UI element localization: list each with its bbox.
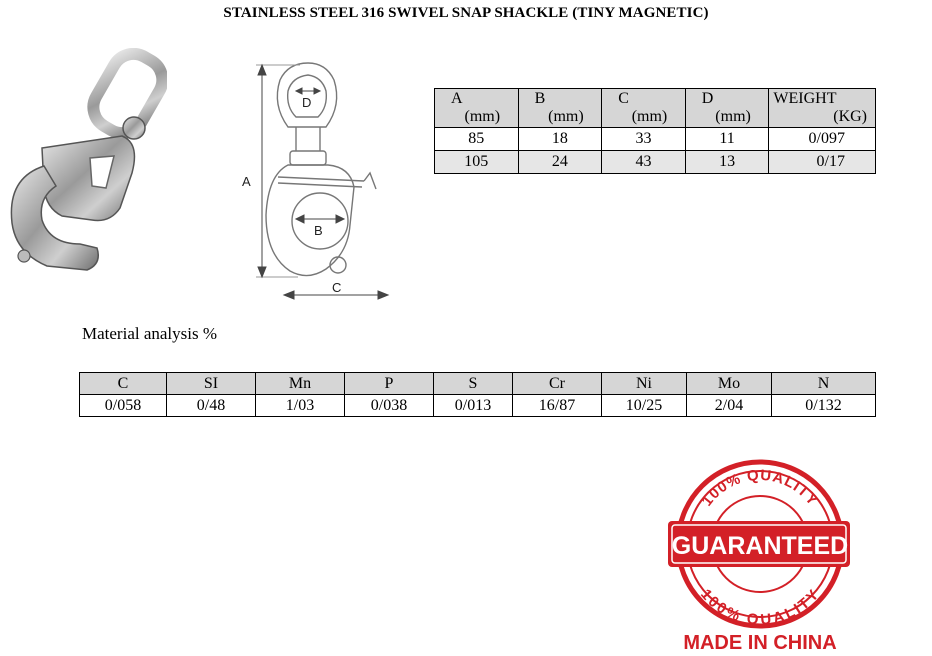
table-cell: 0/17 <box>769 151 876 174</box>
table-cell: 18 <box>518 128 602 151</box>
header-cell: B (mm) <box>518 89 602 128</box>
label-c: C <box>332 280 342 295</box>
table-cell: 1/03 <box>256 395 345 417</box>
material-table <box>79 372 876 417</box>
stamp-footer: MADE IN CHINA <box>683 632 837 654</box>
header-cell: Cr <box>513 373 602 395</box>
header-cell: Mo <box>687 373 772 395</box>
stamp-top-text: 100% QUALITY <box>698 466 822 510</box>
page-title: STAINLESS STEEL 316 SWIVEL SNAP SHACKLE (TINY MAGNETIC) <box>223 5 709 21</box>
label-a: A <box>242 174 251 189</box>
table-cell: 105 <box>435 151 519 174</box>
table-cell: 24 <box>518 151 602 174</box>
table-cell: 0/038 <box>345 395 434 417</box>
table-row <box>80 395 876 417</box>
table-cell: 0/097 <box>769 128 876 151</box>
dimension-drawing <box>238 55 398 305</box>
header-cell: C <box>80 373 167 395</box>
table-cell: 43 <box>602 151 686 174</box>
label-b: B <box>314 223 323 238</box>
table-cell: 0/132 <box>772 395 876 417</box>
header-cell: SI <box>167 373 256 395</box>
table-cell: 11 <box>685 128 769 151</box>
table-row <box>435 128 876 151</box>
table-cell: 33 <box>602 128 686 151</box>
dimensions-table <box>434 88 876 174</box>
header-cell: N <box>772 373 876 395</box>
header-cell: A (mm) <box>435 89 519 128</box>
header-cell: C (mm) <box>602 89 686 128</box>
table-cell: 2/04 <box>687 395 772 417</box>
table-cell: 0/013 <box>434 395 513 417</box>
material-analysis-label: Material analysis % <box>82 324 218 343</box>
table-cell: 85 <box>435 128 519 151</box>
header-cell: WEIGHT (KG) <box>769 89 876 128</box>
header-cell: Ni <box>602 373 687 395</box>
table-cell: 16/87 <box>513 395 602 417</box>
header-cell: P <box>345 373 434 395</box>
header-cell: Mn <box>256 373 345 395</box>
label-d: D <box>302 95 312 110</box>
quality-guaranteed-stamp <box>666 458 851 654</box>
table-cell: 13 <box>685 151 769 174</box>
shackle-photo <box>2 48 167 278</box>
table-cell: 0/48 <box>167 395 256 417</box>
stamp-bottom-text: 100% QUALITY <box>697 586 823 629</box>
header-cell: S <box>434 373 513 395</box>
table-header-row <box>80 373 876 395</box>
table-cell: 0/058 <box>80 395 167 417</box>
stamp-center-text: GUARANTEED <box>671 532 849 560</box>
table-cell: 10/25 <box>602 395 687 417</box>
table-row <box>435 151 876 174</box>
header-cell: D (mm) <box>685 89 769 128</box>
table-header-row <box>435 89 876 128</box>
